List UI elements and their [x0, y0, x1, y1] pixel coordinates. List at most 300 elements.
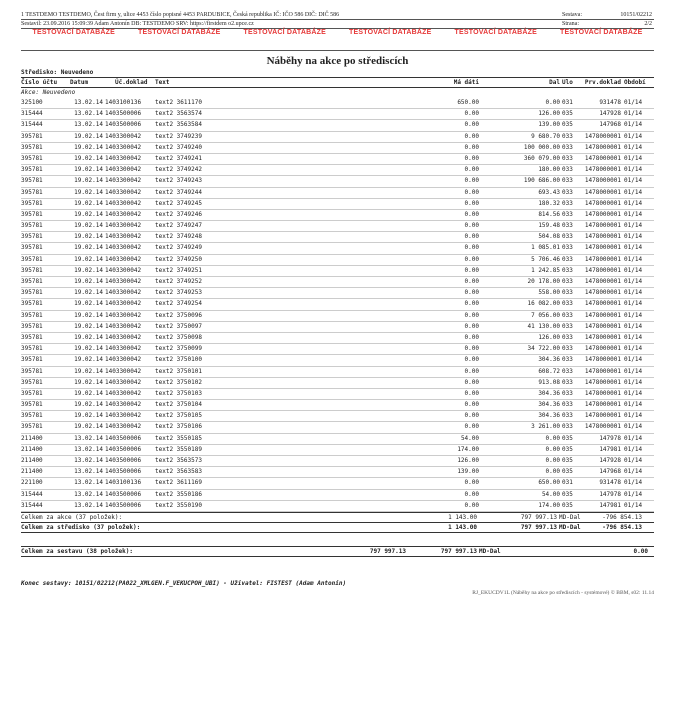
cell-doc: 1403300042	[105, 233, 142, 241]
cell-doc: 1403300042	[105, 154, 142, 162]
cell-doc: 1403500006	[105, 457, 142, 464]
cell-text: text2 3749244	[155, 188, 202, 196]
cell-period: 01/14	[624, 143, 643, 151]
table-row	[21, 266, 654, 277]
sum-label: Celkem za akce (37 položek):	[21, 513, 123, 521]
col-prv: Prv.doklad	[584, 79, 621, 86]
cell-dal: 693.43	[538, 188, 560, 196]
section-heading: Středisko: Neuvedeno	[21, 69, 94, 76]
cell-md: 0.00	[464, 300, 479, 308]
cell-prv: 1478000001	[584, 289, 621, 297]
cell-text: text2 3563573	[155, 457, 202, 464]
strana-value: 2/2	[644, 21, 652, 27]
watermark-text: TESTOVACÍ DATABÁZE	[243, 29, 326, 36]
cell-date: 19.02.14	[74, 322, 103, 330]
cell-doc: 1403300042	[105, 289, 142, 297]
table-row	[21, 456, 654, 467]
cell-ulo: 033	[562, 389, 573, 397]
cell-date: 13.02.14	[74, 501, 103, 509]
cell-date: 19.02.14	[74, 166, 103, 174]
cell-prv: 1478000001	[584, 389, 621, 397]
cell-ulo: 033	[562, 222, 573, 230]
watermark-text: TESTOVACÍ DATABÁZE	[138, 29, 221, 36]
cell-period: 01/14	[624, 434, 643, 442]
cell-ulo: 033	[562, 333, 573, 341]
cell-prv: 1478000001	[584, 177, 621, 185]
table-row	[21, 120, 654, 131]
cell-dal: 1 242.85	[531, 266, 560, 274]
cell-prv: 1478000001	[584, 222, 621, 230]
cell-md: 0.00	[464, 121, 479, 129]
cell-prv: 147978	[599, 490, 621, 498]
cell-dal: 304.36	[538, 389, 560, 397]
cell-period: 01/14	[624, 401, 643, 409]
cell-period: 01/14	[624, 412, 643, 420]
cell-account: 395781	[21, 199, 43, 207]
cell-md: 0.00	[464, 356, 479, 364]
cell-account: 395781	[21, 210, 43, 218]
cell-account: 395781	[21, 378, 43, 386]
cell-prv: 1478000001	[584, 401, 621, 409]
cell-period: 01/14	[624, 457, 643, 464]
cell-doc: 1403300042	[105, 367, 142, 375]
watermark-strip	[21, 29, 654, 36]
cell-ulo: 035	[562, 501, 573, 509]
cell-date: 19.02.14	[74, 389, 103, 397]
cell-ulo: 033	[562, 210, 573, 218]
cell-prv: 147978	[599, 434, 621, 442]
cell-account: 395781	[21, 278, 43, 285]
sum-md: 1 143.00	[448, 513, 477, 521]
cell-date: 19.02.14	[74, 210, 103, 218]
cell-prv: 1478000001	[584, 188, 621, 196]
cell-md: 0.00	[464, 244, 479, 252]
table-row	[21, 299, 654, 310]
cell-ulo: 033	[562, 177, 573, 185]
cell-period: 01/14	[624, 99, 643, 106]
cell-md: 0.00	[464, 110, 479, 118]
watermark-text: TESTOVACÍ DATABÁZE	[454, 29, 537, 36]
cell-text: text2 3750097	[155, 322, 202, 330]
table-row	[21, 277, 654, 288]
cell-doc: 1403300042	[105, 244, 142, 252]
cell-date: 19.02.14	[74, 255, 103, 263]
cell-doc: 1403300042	[105, 143, 142, 151]
cell-md: 0.00	[464, 333, 479, 341]
cell-account: 395781	[21, 233, 43, 241]
cell-account: 315444	[21, 490, 43, 498]
cell-dal: 0.00	[545, 468, 560, 476]
table-row	[21, 478, 654, 489]
cell-dal: 5 706.46	[531, 255, 560, 263]
cell-date: 19.02.14	[74, 132, 103, 140]
cell-dal: 3 261.00	[531, 423, 560, 431]
cell-ulo: 033	[562, 423, 573, 431]
cell-period: 01/14	[624, 468, 643, 476]
cell-ulo: 035	[562, 468, 573, 476]
cell-prv: 147968	[599, 468, 621, 476]
cell-md: 0.00	[464, 423, 479, 431]
cell-period: 01/14	[624, 356, 643, 364]
cell-md: 0.00	[464, 490, 479, 498]
table-row	[21, 467, 654, 478]
cell-text: text2 3749243	[155, 177, 202, 185]
table-row	[21, 389, 654, 400]
cell-md: 0.00	[464, 210, 479, 218]
cell-doc: 1403300042	[105, 177, 142, 185]
cell-md: 54.00	[460, 434, 479, 442]
cell-date: 13.02.14	[74, 457, 103, 464]
cell-text: text2 3750103	[155, 389, 202, 397]
cell-doc: 1403100136	[105, 479, 142, 487]
cell-date: 13.02.14	[74, 490, 103, 498]
cell-dal: 34 722.00	[527, 345, 560, 353]
sum-diff: 0.00	[633, 547, 648, 555]
cell-doc: 1403300042	[105, 322, 142, 330]
cell-date: 19.02.14	[74, 356, 103, 364]
cell-prv: 1478000001	[584, 154, 621, 162]
cell-ulo: 033	[562, 199, 573, 207]
table-row	[21, 490, 654, 501]
cell-account: 395781	[21, 266, 43, 274]
cell-text: text2 3563583	[155, 468, 202, 476]
cell-date: 19.02.14	[74, 199, 103, 207]
cell-doc: 1403500006	[105, 121, 142, 129]
cell-period: 01/14	[624, 367, 643, 375]
cell-period: 01/14	[624, 188, 643, 196]
table-row	[21, 210, 654, 221]
cell-period: 01/14	[624, 199, 643, 207]
col-period: Období	[624, 79, 646, 86]
cell-account: 315444	[21, 501, 43, 509]
cell-md: 0.00	[464, 311, 479, 319]
cell-date: 19.02.14	[74, 378, 103, 386]
cell-prv: 1478000001	[584, 278, 621, 285]
cell-dal: 608.72	[538, 367, 560, 375]
sum-sestava-row	[21, 546, 654, 557]
cell-text: text2 3563574	[155, 110, 202, 118]
cell-text: text2 3749249	[155, 244, 202, 252]
cell-md: 139.00	[457, 468, 479, 476]
table-row	[21, 243, 654, 254]
cell-period: 01/14	[624, 479, 643, 487]
cell-period: 01/14	[624, 244, 643, 252]
cell-account: 211400	[21, 445, 43, 453]
cell-dal: 20 178.00	[527, 278, 560, 285]
table-row	[21, 132, 654, 143]
table-row	[21, 109, 654, 120]
cell-ulo: 033	[562, 345, 573, 353]
cell-text: text2 3749251	[155, 266, 202, 274]
cell-doc: 1403300042	[105, 423, 142, 431]
cell-md: 0.00	[464, 278, 479, 285]
table-row	[21, 165, 654, 176]
cell-period: 01/14	[624, 154, 643, 162]
cell-prv: 147928	[599, 457, 621, 464]
cell-text: text2 3750100	[155, 356, 202, 364]
table-row	[21, 176, 654, 187]
cell-text: text2 3749247	[155, 222, 202, 230]
cell-date: 19.02.14	[74, 300, 103, 308]
cell-doc: 1403500006	[105, 501, 142, 509]
cell-doc: 1403300042	[105, 300, 142, 308]
table-row	[21, 367, 654, 378]
cell-period: 01/14	[624, 501, 643, 509]
cell-account: 395781	[21, 367, 43, 375]
cell-date: 13.02.14	[74, 121, 103, 129]
cell-doc: 1403300042	[105, 222, 142, 230]
cell-prv: 1478000001	[584, 233, 621, 241]
cell-text: text2 3550186	[155, 490, 202, 498]
cell-md: 0.00	[464, 501, 479, 509]
cell-md: 0.00	[464, 199, 479, 207]
cell-period: 01/14	[624, 345, 643, 353]
cell-date: 19.02.14	[74, 154, 103, 162]
cell-period: 01/14	[624, 266, 643, 274]
cell-period: 01/14	[624, 233, 643, 241]
table-row	[21, 221, 654, 232]
cell-dal: 126.00	[538, 333, 560, 341]
cell-doc: 1403500006	[105, 434, 142, 442]
company-line: 1 TESTDEMO TESTDEMO, Čest firm y, ulice 4453 číslo popisné 4453 PARDUBICE, Česká republika IČ: IČO 586 DIČ: DIČ 586	[21, 12, 340, 18]
cell-md: 650.00	[457, 99, 479, 106]
table-row	[21, 378, 654, 389]
cell-text: text2 3749248	[155, 233, 202, 241]
cell-dal: 650.00	[538, 479, 560, 487]
cell-text: text2 3611170	[155, 99, 202, 106]
cell-md: 0.00	[464, 233, 479, 241]
cell-ulo: 035	[562, 457, 573, 464]
cell-dal: 126.00	[538, 110, 560, 118]
cell-text: text2 3749239	[155, 132, 202, 140]
sum-diff: -796 854.13	[602, 513, 642, 521]
sum-dal: 797 997.13	[520, 523, 557, 531]
cell-ulo: 033	[562, 378, 573, 386]
cell-md: 0.00	[464, 479, 479, 487]
cell-doc: 1403300042	[105, 311, 142, 319]
cell-account: 395781	[21, 333, 43, 341]
cell-doc: 1403300042	[105, 266, 142, 274]
cell-dal: 1 085.01	[531, 244, 560, 252]
cell-dal: 54.00	[541, 490, 560, 498]
table-row	[21, 445, 654, 456]
cell-account: 395781	[21, 255, 43, 263]
cell-prv: 147981	[599, 445, 621, 453]
cell-dal: 0.00	[545, 99, 560, 106]
cell-account: 325100	[21, 99, 43, 106]
cell-text: text2 3749252	[155, 278, 202, 285]
cell-prv: 1478000001	[584, 378, 621, 386]
cell-account: 395781	[21, 389, 43, 397]
cell-prv: 1478000001	[584, 166, 621, 174]
cell-account: 395781	[21, 300, 43, 308]
cell-ulo: 033	[562, 322, 573, 330]
cell-period: 01/14	[624, 445, 643, 453]
report-page	[21, 12, 654, 596]
cell-account: 395781	[21, 188, 43, 196]
cell-ulo: 033	[562, 356, 573, 364]
cell-period: 01/14	[624, 423, 643, 431]
cell-date: 19.02.14	[74, 345, 103, 353]
ledger-rows	[21, 98, 654, 512]
cell-date: 13.02.14	[74, 468, 103, 476]
cell-text: text2 3749253	[155, 289, 202, 297]
col-text: Text	[155, 79, 170, 86]
cell-md: 0.00	[464, 222, 479, 230]
cell-dal: 100 000.00	[523, 143, 560, 151]
cell-ulo: 033	[562, 166, 573, 174]
column-header-row	[21, 77, 654, 88]
cell-md: 0.00	[464, 389, 479, 397]
cell-date: 13.02.14	[74, 434, 103, 442]
cell-doc: 1403300042	[105, 412, 142, 420]
cell-date: 19.02.14	[74, 244, 103, 252]
cell-text: text2 3749241	[155, 154, 202, 162]
cell-ulo: 035	[562, 445, 573, 453]
cell-account: 395781	[21, 322, 43, 330]
cell-date: 19.02.14	[74, 233, 103, 241]
table-row	[21, 199, 654, 210]
report-header	[21, 12, 654, 51]
cell-account: 395781	[21, 423, 43, 431]
cell-ulo: 033	[562, 255, 573, 263]
cell-account: 211400	[21, 468, 43, 476]
cell-doc: 1403300042	[105, 356, 142, 364]
cell-dal: 41 130.00	[527, 322, 560, 330]
cell-period: 01/14	[624, 121, 643, 129]
cell-period: 01/14	[624, 311, 643, 319]
cell-period: 01/14	[624, 322, 643, 330]
cell-ulo: 033	[562, 143, 573, 151]
sestava-label: Sestava:	[562, 12, 582, 18]
cell-period: 01/14	[624, 333, 643, 341]
table-row	[21, 422, 654, 433]
cell-dal: 304.36	[538, 401, 560, 409]
cell-md: 0.00	[464, 266, 479, 274]
sum-akce-row	[21, 512, 654, 522]
cell-ulo: 035	[562, 490, 573, 498]
report-footer: Konec sestavy: 10151/02212(PA022_XMLGEN.F_VEKUCPOH_UBI) - Uživatel: FISTEST (Adam Antonín)	[21, 579, 347, 587]
col-account: Číslo účtu	[21, 79, 58, 86]
cell-md: 0.00	[464, 322, 479, 330]
cell-doc: 1403500006	[105, 468, 142, 476]
cell-doc: 1403500006	[105, 490, 142, 498]
cell-dal: 558.00	[538, 289, 560, 297]
cell-dal: 360 079.00	[523, 154, 560, 162]
cell-text: text2 3749250	[155, 255, 202, 263]
sum-md: 797 997.13	[369, 547, 406, 555]
cell-date: 19.02.14	[74, 333, 103, 341]
cell-prv: 1478000001	[584, 210, 621, 218]
cell-text: text2 3750105	[155, 412, 202, 420]
table-row	[21, 322, 654, 333]
strana-label: Strana:	[562, 21, 579, 27]
cell-period: 01/14	[624, 210, 643, 218]
table-row	[21, 143, 654, 154]
col-ulo: Ulo	[562, 79, 573, 86]
cell-date: 19.02.14	[74, 266, 103, 274]
cell-ulo: 033	[562, 401, 573, 409]
cell-text: text2 3750102	[155, 378, 202, 386]
cell-account: 395781	[21, 132, 43, 140]
report-title: Náběhy na akce po střediscích	[266, 55, 409, 67]
table-row	[21, 411, 654, 422]
cell-ulo: 031	[562, 99, 573, 106]
cell-doc: 1403300042	[105, 401, 142, 409]
cell-text: text2 3749245	[155, 199, 202, 207]
cell-period: 01/14	[624, 490, 643, 498]
cell-account: 395781	[21, 311, 43, 319]
cell-text: text2 3749254	[155, 300, 202, 308]
cell-period: 01/14	[624, 166, 643, 174]
cell-md: 0.00	[464, 367, 479, 375]
cell-dal: 180.00	[538, 166, 560, 174]
cell-text: text2 3750096	[155, 311, 202, 319]
cell-md: 0.00	[464, 166, 479, 174]
cell-prv: 1478000001	[584, 311, 621, 319]
sum-label: Celkem za středisko (37 položek):	[21, 523, 141, 531]
cell-text: text2 3550185	[155, 434, 202, 442]
cell-date: 19.02.14	[74, 222, 103, 230]
cell-account: 395781	[21, 177, 43, 185]
cell-account: 211400	[21, 457, 43, 464]
group-heading: Akce: Neuvedeno	[21, 89, 76, 96]
cell-text: text2 3749240	[155, 143, 202, 151]
cell-dal: 16 082.00	[527, 300, 560, 308]
table-row	[21, 98, 654, 109]
cell-text: text2 3563584	[155, 121, 202, 129]
sum-ulo: MD-Dal	[479, 547, 501, 555]
cell-period: 01/14	[624, 177, 643, 185]
cell-md: 0.00	[464, 255, 479, 263]
cell-account: 221100	[21, 479, 43, 487]
sum-ulo: MD-Dal	[559, 513, 581, 521]
table-row	[21, 255, 654, 266]
col-doc: Úč.doklad	[115, 79, 148, 86]
cell-date: 19.02.14	[74, 278, 103, 285]
table-row	[21, 288, 654, 299]
cell-ulo: 033	[562, 367, 573, 375]
header-divider	[21, 19, 654, 20]
cell-account: 395781	[21, 289, 43, 297]
cell-ulo: 033	[562, 233, 573, 241]
cell-doc: 1403300042	[105, 132, 142, 140]
cell-ulo: 033	[562, 278, 573, 285]
cell-doc: 1403100136	[105, 99, 142, 106]
cell-period: 01/14	[624, 300, 643, 308]
cell-prv: 1478000001	[584, 412, 621, 420]
cell-account: 395781	[21, 345, 43, 353]
cell-date: 19.02.14	[74, 289, 103, 297]
cell-text: text2 3611169	[155, 479, 202, 487]
cell-date: 19.02.14	[74, 177, 103, 185]
cell-ulo: 035	[562, 121, 573, 129]
watermark-text: TESTOVACÍ DATABÁZE	[32, 29, 115, 36]
cell-period: 01/14	[624, 278, 643, 285]
cell-dal: 0.00	[545, 445, 560, 453]
cell-account: 395781	[21, 356, 43, 364]
col-date: Datum	[70, 79, 89, 86]
cell-dal: 304.36	[538, 412, 560, 420]
cell-prv: 1478000001	[584, 132, 621, 140]
cell-prv: 931478	[599, 99, 621, 106]
cell-dal: 0.00	[545, 434, 560, 442]
cell-text: text2 3749246	[155, 210, 202, 218]
sum-ulo: MD-Dal	[559, 523, 581, 531]
cell-account: 395781	[21, 244, 43, 252]
table-row	[21, 434, 654, 445]
cell-ulo: 033	[562, 244, 573, 252]
